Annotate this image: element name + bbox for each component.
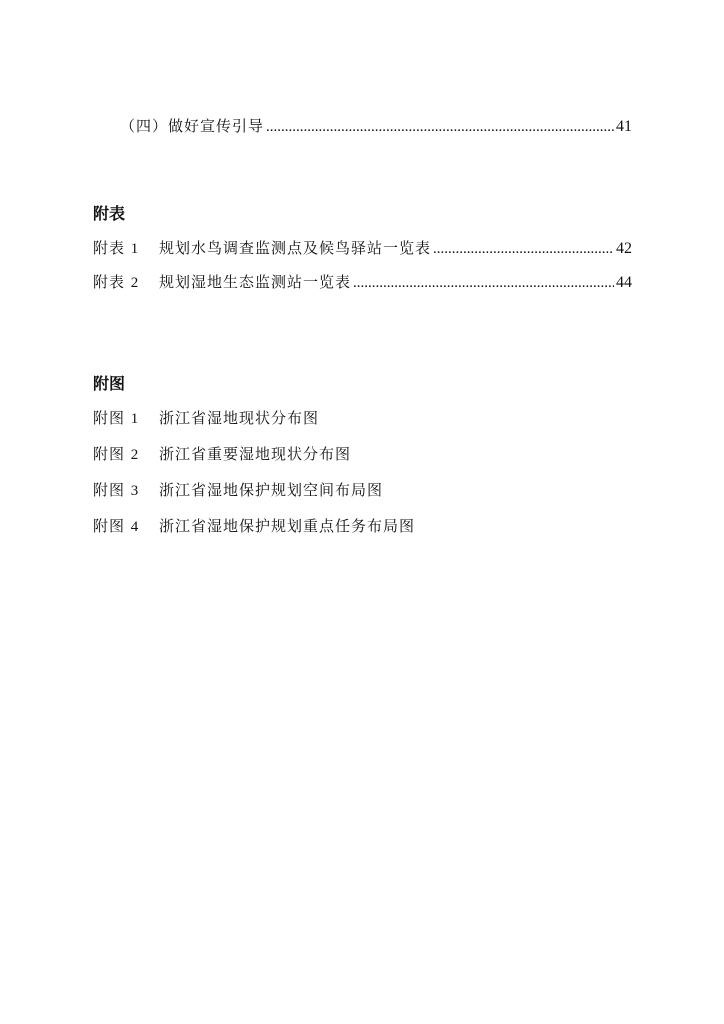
appendix-figure-title: 浙江省重要湿地现状分布图 <box>159 445 352 463</box>
appendix-figure-prefix: 附图 <box>93 445 126 463</box>
appendix-table-page: 44 <box>616 274 632 291</box>
dot-leader <box>433 239 614 259</box>
appendix-figure-code <box>93 480 159 501</box>
dot-leader <box>353 273 614 293</box>
appendix-figure-number: 3 <box>130 483 140 499</box>
appendix-figure-entry[interactable] <box>93 444 351 465</box>
appendix-tables-heading: 附表 <box>93 204 126 223</box>
appendix-table-title: 规划水鸟调查监测点及候鸟驿站一览表 <box>159 239 432 257</box>
appendix-figure-code <box>93 444 159 465</box>
appendix-table-page: 42 <box>616 240 632 257</box>
appendix-figure-number: 2 <box>130 447 140 463</box>
appendix-figure-title: 浙江省湿地现状分布图 <box>159 409 320 427</box>
appendix-table-number: 2 <box>130 275 140 291</box>
appendix-figure-prefix: 附图 <box>93 481 126 499</box>
appendix-table-title: 规划湿地生态监测站一览表 <box>159 273 352 291</box>
appendix-figure-code <box>93 516 159 537</box>
appendix-figure-number: 4 <box>130 519 140 535</box>
appendix-figure-prefix: 附图 <box>93 409 126 427</box>
toc-entry-title: （四）做好宣传引导 <box>120 117 265 135</box>
appendix-figure-code <box>93 408 159 429</box>
appendix-figure-prefix: 附图 <box>93 517 126 535</box>
toc-page-number: 41 <box>616 118 632 135</box>
appendix-table-number: 1 <box>130 241 140 257</box>
appendix-table-code <box>93 238 159 259</box>
toc-entry-publicity[interactable] <box>120 116 632 137</box>
appendix-figure-entry[interactable] <box>93 480 383 501</box>
appendix-figures-heading: 附图 <box>93 374 126 393</box>
appendix-table-entry[interactable] <box>93 272 632 293</box>
appendix-figure-number: 1 <box>130 411 140 427</box>
appendix-table-prefix: 附表 <box>93 239 126 257</box>
appendix-table-entry[interactable] <box>93 238 632 259</box>
dot-leader <box>266 117 614 137</box>
appendix-figure-title: 浙江省湿地保护规划重点任务布局图 <box>159 517 416 535</box>
appendix-figure-entry[interactable] <box>93 408 319 429</box>
appendix-figure-entry[interactable] <box>93 516 415 537</box>
appendix-table-prefix: 附表 <box>93 273 126 291</box>
appendix-table-code <box>93 272 159 293</box>
appendix-figure-title: 浙江省湿地保护规划空间布局图 <box>159 481 384 499</box>
